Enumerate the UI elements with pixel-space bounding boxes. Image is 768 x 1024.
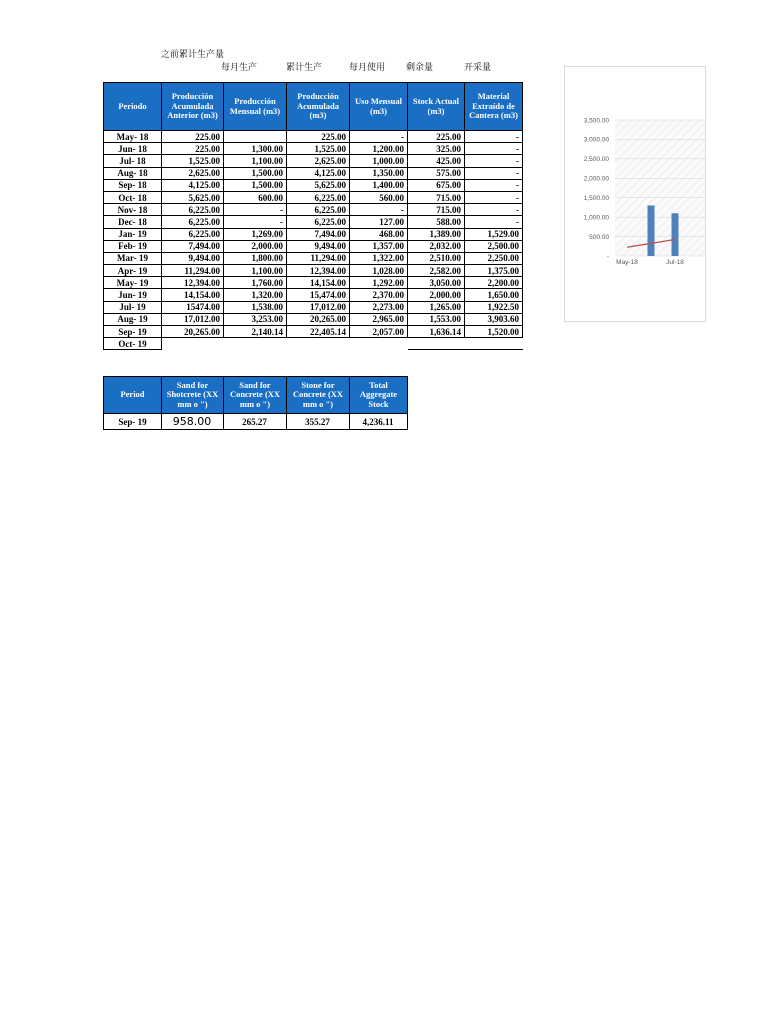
cumulative-cell: 11,294.00 (287, 252, 350, 264)
extracted-cell: 3,903.60 (465, 313, 523, 325)
cn-monthly-usage-label: 每月使用 (349, 63, 386, 73)
y-tick-label: 1,000.00 (583, 214, 609, 222)
current-stock-cell: 575.00 (408, 167, 465, 179)
monthly-production-cell: 3,253.00 (224, 313, 287, 325)
cumulative-cell: 14,154.00 (287, 277, 350, 289)
cumulative-cell: 2,625.00 (287, 155, 350, 167)
prev-cumulative-cell: 2,625.00 (162, 167, 224, 179)
monthly-production-cell: 1,300.00 (224, 143, 287, 155)
header-total-aggregate-stock: Total Aggregate Stock (350, 377, 408, 414)
table-row (104, 301, 523, 313)
cumulative-cell: 20,265.00 (287, 313, 350, 325)
monthly-production-cell: 1,538.00 (224, 301, 287, 313)
monthly-production-cell: 1,320.00 (224, 289, 287, 301)
prev-cumulative-cell: 14,154.00 (162, 289, 224, 301)
prev-cumulative-cell: 20,265.00 (162, 326, 224, 338)
monthly-usage-cell: 560.00 (350, 191, 408, 203)
extracted-cell: 1,650.00 (465, 289, 523, 301)
table-row (104, 313, 523, 325)
monthly-usage-cell: 2,273.00 (350, 301, 408, 313)
extracted-cell: - (465, 131, 523, 143)
table-row (104, 265, 523, 277)
y-tick-label: 3,000.00 (583, 136, 609, 144)
prev-cumulative-cell: 5,625.00 (162, 191, 224, 203)
cn-extraction-label: 开采量 (464, 63, 492, 73)
table-row (104, 131, 523, 143)
extracted-cell: 2,500.00 (465, 240, 523, 252)
cumulative-cell: 6,225.00 (287, 191, 350, 203)
extracted-cell: - (465, 191, 523, 203)
prev-cumulative-cell: 4,125.00 (162, 179, 224, 191)
period-cell: Aug- 18 (104, 167, 162, 179)
prev-cumulative-cell: 15474.00 (162, 301, 224, 313)
table-row (104, 155, 523, 167)
cumulative-cell: 225.00 (287, 131, 350, 143)
y-tick-label: 1,500.00 (583, 195, 609, 203)
prev-cumulative-cell: 12,394.00 (162, 277, 224, 289)
cn-monthly-production-label: 每月生产 (221, 63, 258, 73)
empty-cell (465, 338, 523, 350)
extracted-cell: 1,375.00 (465, 265, 523, 277)
monthly-production-cell: 1,500.00 (224, 179, 287, 191)
x-tick-label: May-18 (616, 259, 638, 266)
table-row (104, 191, 523, 203)
current-stock-cell: 325.00 (408, 143, 465, 155)
table-row (104, 240, 523, 252)
prev-cumulative-cell: 225.00 (162, 131, 224, 143)
table-row (104, 179, 523, 191)
period-cell: Aug- 19 (104, 313, 162, 325)
empty-cell (408, 338, 465, 350)
monthly-usage-cell: 1,000.00 (350, 155, 408, 167)
period-cell: Jun- 19 (104, 289, 162, 301)
monthly-production-cell: 600.00 (224, 191, 287, 203)
monthly-usage-cell: 1,200.00 (350, 143, 408, 155)
period-cell: Sep- 19 (104, 326, 162, 338)
current-stock-cell: 225.00 (408, 131, 465, 143)
cumulative-cell: 12,394.00 (287, 265, 350, 277)
period-cell: Jan- 19 (104, 228, 162, 240)
summary-sand-shotcrete-cell: 958.00 (162, 414, 224, 430)
production-chart[interactable] (564, 66, 706, 322)
plot-area (615, 120, 705, 256)
period-cell: Oct- 19 (104, 338, 162, 350)
monthly-usage-cell: 127.00 (350, 216, 408, 228)
extracted-cell: - (465, 167, 523, 179)
header-periodo: Periodo (104, 83, 162, 131)
monthly-production-cell: 1,100.00 (224, 265, 287, 277)
extracted-cell: - (465, 143, 523, 155)
extracted-cell: - (465, 204, 523, 216)
cumulative-cell: 1,525.00 (287, 143, 350, 155)
prev-cumulative-cell: 17,012.00 (162, 313, 224, 325)
monthly-usage-cell: - (350, 204, 408, 216)
monthly-production-cell: 2,140.14 (224, 326, 287, 338)
header-period: Period (104, 377, 162, 414)
table-row (104, 252, 523, 264)
y-tick-label: 2,000.00 (583, 175, 609, 183)
prev-cumulative-cell: 6,225.00 (162, 228, 224, 240)
current-stock-cell: 425.00 (408, 155, 465, 167)
production-table-body (104, 131, 523, 350)
cumulative-cell: 9,494.00 (287, 240, 350, 252)
table-row (104, 228, 523, 240)
header-sand-concrete: Sand for Concrete (XX mm o ") (224, 377, 287, 414)
period-cell: Jul- 19 (104, 301, 162, 313)
monthly-production-cell: - (224, 204, 287, 216)
table-row (104, 204, 523, 216)
cn-title-label: 之前累计生产量 (161, 50, 225, 60)
monthly-usage-cell: 1,400.00 (350, 179, 408, 191)
cn-remaining-label: 剩余量 (406, 63, 434, 73)
monthly-production-cell: 1,800.00 (224, 252, 287, 264)
monthly-usage-cell: 1,357.00 (350, 240, 408, 252)
current-stock-cell: 3,050.00 (408, 277, 465, 289)
extracted-cell: 2,250.00 (465, 252, 523, 264)
period-cell: Nov- 18 (104, 204, 162, 216)
monthly-usage-cell: 1,292.00 (350, 277, 408, 289)
current-stock-cell: 1,389.00 (408, 228, 465, 240)
current-stock-cell: 2,510.00 (408, 252, 465, 264)
current-stock-cell: 715.00 (408, 204, 465, 216)
current-stock-cell: 2,032.00 (408, 240, 465, 252)
monthly-production-cell: 1,760.00 (224, 277, 287, 289)
production-table (103, 82, 523, 350)
current-stock-cell: 2,000.00 (408, 289, 465, 301)
y-tick-label: 3,500.00 (583, 117, 609, 125)
header-produccion-acumulada: Producción Acumulada (m3) (287, 83, 350, 131)
header-produccion-acumulada-anterior: Producción Acumulada Anterior (m3) (162, 83, 224, 131)
monthly-production-cell: - (224, 216, 287, 228)
monthly-usage-cell: 1,028.00 (350, 265, 408, 277)
summary-stone-concrete-cell: 355.27 (287, 414, 350, 430)
table-row (104, 414, 408, 430)
header-material-extraido: Material Extraído de Cantera (m3) (465, 83, 523, 131)
current-stock-cell: 1,636.14 (408, 326, 465, 338)
table-row (104, 216, 523, 228)
monthly-production-cell (224, 131, 287, 143)
table-row (104, 326, 523, 338)
empty-cell (162, 338, 224, 350)
cumulative-cell: 7,494.00 (287, 228, 350, 240)
current-stock-cell: 2,582.00 (408, 265, 465, 277)
y-tick-label: 2,500.00 (583, 156, 609, 164)
prev-cumulative-cell: 11,294.00 (162, 265, 224, 277)
cumulative-cell: 22,405.14 (287, 326, 350, 338)
current-stock-cell: 1,553.00 (408, 313, 465, 325)
current-stock-cell: 588.00 (408, 216, 465, 228)
extracted-cell: 1,520.00 (465, 326, 523, 338)
period-cell: Dec- 18 (104, 216, 162, 228)
monthly-usage-cell: 2,965.00 (350, 313, 408, 325)
empty-cell (287, 338, 350, 350)
monthly-production-cell: 1,100.00 (224, 155, 287, 167)
period-cell: Jun- 18 (104, 143, 162, 155)
cumulative-cell: 17,012.00 (287, 301, 350, 313)
header-sand-shotcrete: Sand for Shotcrete (XX mm o ") (162, 377, 224, 414)
current-stock-cell: 715.00 (408, 191, 465, 203)
period-cell: Jul- 18 (104, 155, 162, 167)
cumulative-cell: 6,225.00 (287, 204, 350, 216)
period-cell: May- 19 (104, 277, 162, 289)
extracted-cell: - (465, 155, 523, 167)
summary-total-cell: 4,236.11 (350, 414, 408, 430)
extracted-cell: - (465, 216, 523, 228)
monthly-usage-cell: 1,350.00 (350, 167, 408, 179)
summary-sand-concrete-cell: 265.27 (224, 414, 287, 430)
table-row (104, 277, 523, 289)
cumulative-cell: 6,225.00 (287, 216, 350, 228)
extracted-cell: 1,922.50 (465, 301, 523, 313)
period-cell: Feb- 19 (104, 240, 162, 252)
aggregate-stock-table (103, 376, 408, 430)
cumulative-cell: 4,125.00 (287, 167, 350, 179)
bar-Jun-18 (648, 205, 655, 256)
header-stock-actual: Stock Actual (m3) (408, 83, 465, 131)
prev-cumulative-cell: 6,225.00 (162, 216, 224, 228)
extracted-cell: - (465, 179, 523, 191)
period-cell: Mar- 19 (104, 252, 162, 264)
current-stock-cell: 675.00 (408, 179, 465, 191)
table-row (104, 167, 523, 179)
current-stock-cell: 1,265.00 (408, 301, 465, 313)
period-cell: Apr- 19 (104, 265, 162, 277)
cumulative-cell: 5,625.00 (287, 179, 350, 191)
prev-cumulative-cell: 6,225.00 (162, 204, 224, 216)
period-cell: May- 18 (104, 131, 162, 143)
bar-Jul-18 (672, 213, 679, 256)
monthly-production-cell: 1,500.00 (224, 167, 287, 179)
cn-cumulative-production-label: 累计生产 (286, 63, 323, 73)
monthly-usage-cell: 2,057.00 (350, 326, 408, 338)
empty-cell (350, 338, 408, 350)
period-cell: Oct- 18 (104, 191, 162, 203)
header-produccion-mensual: Producción Mensual (m3) (224, 83, 287, 131)
prev-cumulative-cell: 225.00 (162, 143, 224, 155)
header-stone-concrete: Stone for Concrete (XX mm o ") (287, 377, 350, 414)
extracted-cell: 1,529.00 (465, 228, 523, 240)
extracted-cell: 2,200.00 (465, 277, 523, 289)
table-row (104, 143, 523, 155)
monthly-usage-cell: - (350, 131, 408, 143)
y-tick-label: 500.00 (589, 233, 609, 241)
prev-cumulative-cell: 1,525.00 (162, 155, 224, 167)
x-tick-label: Jul-18 (666, 259, 684, 266)
prev-cumulative-cell: 9,494.00 (162, 252, 224, 264)
monthly-usage-cell: 2,370.00 (350, 289, 408, 301)
monthly-usage-cell: 468.00 (350, 228, 408, 240)
monthly-usage-cell: 1,322.00 (350, 252, 408, 264)
prev-cumulative-cell: 7,494.00 (162, 240, 224, 252)
summary-period-cell: Sep- 19 (104, 414, 162, 430)
table-row (104, 338, 523, 350)
table-row (104, 289, 523, 301)
monthly-production-cell: 2,000.00 (224, 240, 287, 252)
empty-cell (224, 338, 287, 350)
header-uso-mensual: Uso Mensual (m3) (350, 83, 408, 131)
y-tick-label: - (606, 253, 609, 261)
monthly-production-cell: 1,269.00 (224, 228, 287, 240)
period-cell: Sep- 18 (104, 179, 162, 191)
cumulative-cell: 15,474.00 (287, 289, 350, 301)
chart-svg (565, 67, 705, 321)
